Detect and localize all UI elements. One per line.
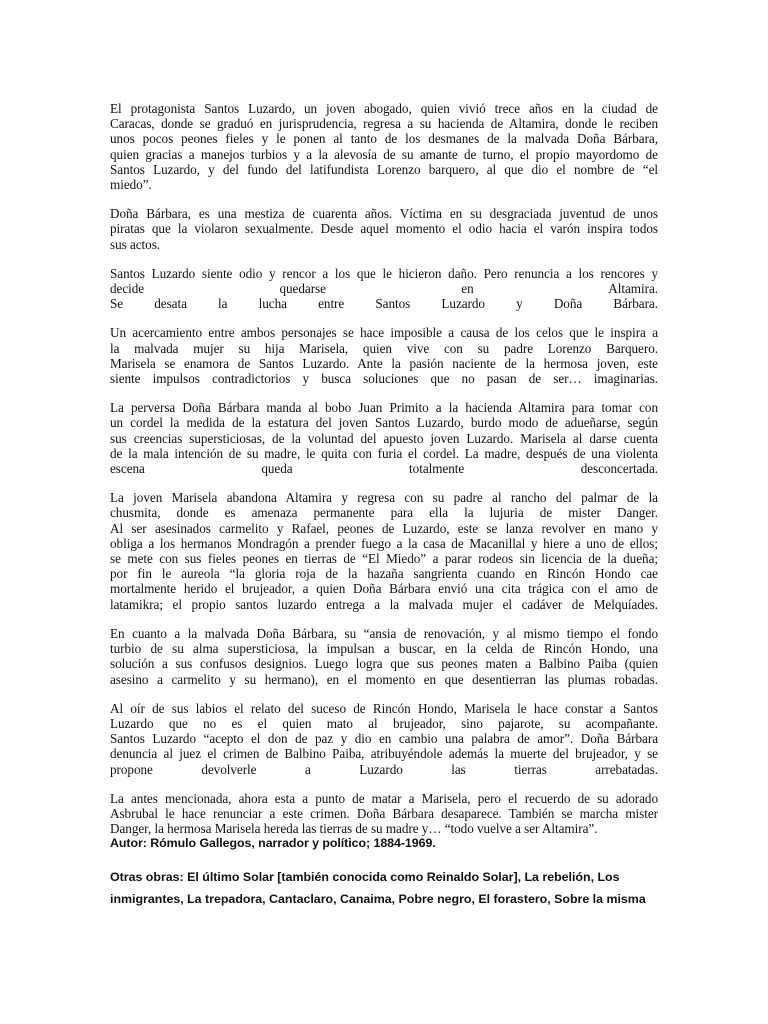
text-line: chusmita, donde es amenaza permanente para ella la lujuria de mister Danger. [110, 505, 658, 521]
text-line: mortalmente herido el brujeador, a quien Doña Bárbara envió una cita trágica con el amo de [110, 581, 658, 597]
other-works-line: Otras obras: El último Solar [también conocida como Reinaldo Solar], La rebelión, Los [110, 869, 620, 884]
text-line: por fin le aureola “la gloria roja de la hazaña sangrienta cuando en Rincón Hondo cae [110, 566, 658, 582]
text-line: Santos Luzardo, y del fundo del latifundista Lorenzo barquero, al que dio el nombre de “el [110, 161, 658, 177]
text-line: escena queda totalmente desconcertada. [110, 461, 658, 477]
text-line: turbio de su alma supersticiosa, la impulsan a buscar, en la celda de Rincón Hondo, una [110, 641, 658, 657]
text-line: la malvada mujer su hija Marisela, quien vive con su padre Lorenzo Barquero. [110, 340, 658, 356]
paragraph-juan-primito [110, 400, 658, 476]
text-line: Al ser asesinados carmelito y Rafael, peones de Luzardo, este se lanza revolver en mano y [110, 520, 658, 536]
text-line: un cordel la medida de la estatura del joven Santos Luzardo, burdo modo de adueñarse, según [110, 415, 658, 431]
text-line: siente impulsos contradictorios y busca soluciones que no pasan de ser… imaginarias. [110, 371, 658, 387]
paragraph-santos-odio [110, 266, 658, 312]
text-line: Al oír de sus labios el relato del suceso de Rincón Hondo, Marisela le hace constar a Santos [110, 700, 658, 716]
paragraph-acercamiento [110, 325, 658, 386]
text-line: Caracas, donde se graduó en jurisprudencia, regresa a su hacienda de Altamira, donde le reciben [110, 116, 658, 132]
text-line: Marisela se enamora de Santos Luzardo. Ante la pasión naciente de la hermosa joven, este [110, 355, 658, 371]
author-credit: Autor: Rómulo Gallegos, narrador y político; 1884-1969. [110, 836, 436, 851]
text-line: Luzardo que no es el quien mato al brujeador, sino pajarote, su acompañante. [110, 715, 658, 731]
text-line: Santos Luzardo “acepto el don de paz y dio en cambio una palabra de amor”. Doña Bárbara [110, 731, 658, 747]
text-line: La joven Marisela abandona Altamira y regresa con su padre al rancho del palmar de la [110, 490, 658, 506]
text-line: propone devolverle a Luzardo las tierras arrebatadas. [110, 761, 658, 777]
text-line: asesino a carmelito y su hermano), en el momento en que desentierran las plumas robadas. [110, 671, 658, 687]
text-line: denuncia al juez el crimen de Balbino Paiba, atribuyéndole además la muerte del brujeador, y se [110, 746, 658, 762]
text-line: La antes mencionada, ahora esta a punto de matar a Marisela, pero el recuerdo de su adorado [110, 790, 658, 806]
text-line: unos pocos peones fieles y le ponen al tanto de los desmanes de la malvada Doña Bárbara, [110, 131, 658, 147]
text-line: decide quedarse en Altamira. [110, 281, 658, 297]
text-line: Santos Luzardo siente odio y rencor a los que le hicieron daño. Pero renuncia a los rencores y [110, 265, 658, 281]
text-line: miedo”. [110, 177, 152, 193]
text-line: solución a sus confusos designios. Luego logra que sus peones maten a Balbino Paiba (quien [110, 656, 658, 672]
text-line: Un acercamiento entre ambos personajes se hace imposible a causa de los celos que le inspira a [110, 325, 658, 341]
text-line: piratas que la violaron sexualmente. Desde aquel momento el odio hacia el varón inspira todos [110, 221, 658, 237]
paragraph-marisela-abandona [110, 490, 658, 612]
text-line: sus creencias supersticiosas, de la voluntad del apuesto joven Luzardo. Marisela al darse cuenta [110, 430, 658, 446]
text-line: El protagonista Santos Luzardo, un joven abogado, quien vivió trece años en la ciudad de [110, 101, 658, 116]
text-line: de la mala intención de su madre, le quita con furia el cordel. La madre, después de una violenta [110, 445, 658, 461]
text-line: Se desata la lucha entre Santos Luzardo y Doña Bárbara. [110, 296, 658, 312]
text-line: latamikra; el propio santos luzardo entrega a la malvada mujer el cadáver de Melquíades. [110, 596, 658, 612]
text-line: quien gracias a manejos turbios y a la alevosía de su amante de turno, el propio mayordomo de [110, 146, 658, 162]
other-works [110, 866, 658, 910]
paragraph-ansia-renovacion [110, 626, 658, 687]
text-line: sus actos. [110, 236, 161, 252]
text-line: Doña Bárbara, es una mestiza de cuarenta años. Víctima en su desgraciada juventud de unos [110, 206, 658, 222]
text-line: obliga a los hermanos Mondragón a prender fuego a la casa de Macanillal y hiere a uno de ellos; [110, 535, 658, 551]
other-works-line: inmigrantes, La trepadora, Cantaclaro, Canaima, Pobre negro, El forastero, Sobre la misma [110, 891, 646, 906]
text-line: La perversa Doña Bárbara manda al bobo Juan Primito a la hacienda Altamira para tomar con [110, 400, 658, 416]
text-line: Asbrubal le hace renunciar a este crimen. Doña Bárbara desaparece. También se marcha mister [110, 805, 658, 821]
paragraph-rincon-hondo [110, 701, 658, 777]
text-line: Danger, la hermosa Marisela hereda las tierras de su madre y… “todo vuelve a ser Altamira”. [110, 821, 598, 837]
paragraph-dona-barbara [110, 206, 658, 252]
paragraph-desenlace [110, 791, 658, 852]
paragraph-protagonist [110, 101, 658, 192]
text-line: En cuanto a la malvada Doña Bárbara, su “ansia de renovación, y al mismo tiempo el fondo [110, 625, 658, 641]
text-line: se mete con sus fieles peones en tierras de “El Miedo” a parar rodeos sin licencia de la dueña; [110, 551, 658, 567]
